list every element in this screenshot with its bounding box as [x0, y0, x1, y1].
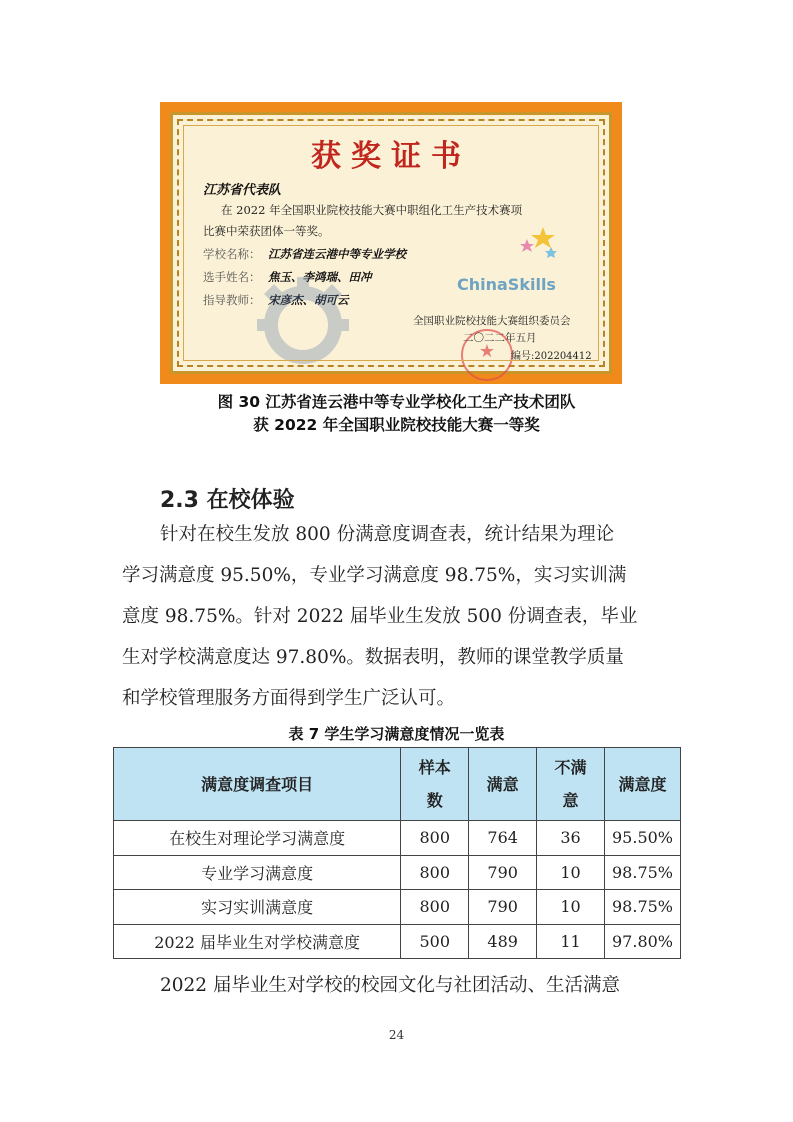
table-title: 表 7 学生学习满意度情况一览表 [288, 725, 505, 743]
table-row [114, 821, 681, 856]
cell-satisfied: 489 [469, 924, 537, 959]
cell-unsatisfied: 10 [537, 890, 605, 925]
cell-item: 2022 届毕业生对学校满意度 [114, 924, 401, 959]
paragraph-line: 学习满意度 95.50%，专业学习满意度 98.75%，实习实训满 [122, 565, 627, 586]
certificate-date: 二〇二二年五月 [463, 332, 537, 344]
trailing-paragraph-line: 2022 届毕业生对学校的校园文化与社团活动、生活满意 [160, 975, 620, 996]
certificate-line-2: 比赛中荣获团体一等奖。 [203, 224, 330, 238]
figure-caption-line-2: 获 2022 年全国职业院校技能大赛一等奖 [253, 416, 540, 434]
cell-rate: 98.75% [605, 890, 681, 925]
header-item: 满意度调查项目 [114, 748, 401, 821]
figure-caption-line-1: 图 30 江苏省连云港中等专业学校化工生产技术团队 [217, 393, 576, 411]
header-sample [401, 748, 469, 821]
certificate-issuer: 全国职业院校技能大赛组织委员会 [413, 315, 571, 327]
certificate-players-value: 焦玉、李鸿瑞、田冲 [268, 270, 372, 284]
header-rate: 满意度 [605, 748, 681, 821]
chinaskills-logo: ChinaSkills [457, 275, 556, 294]
section-heading: 2.3 在校体验 [160, 488, 295, 513]
cell-unsatisfied: 36 [537, 821, 605, 856]
cell-unsatisfied: 10 [537, 855, 605, 890]
award-certificate-image [160, 102, 622, 384]
certificate-title: 获奖证书 [311, 139, 471, 174]
cell-rate: 97.80% [605, 924, 681, 959]
paragraph-line: 生对学校满意度达 97.80%。数据表明，教师的课堂教学质量 [122, 647, 624, 668]
official-seal-icon [461, 329, 513, 381]
cell-sample: 800 [401, 821, 469, 856]
table-header-row [114, 748, 681, 821]
table-row [114, 855, 681, 890]
paragraph-line: 和学校管理服务方面得到学生广泛认可。 [122, 688, 456, 709]
paragraph-line: 针对在校生发放 800 份满意度调查表，统计结果为理论 [160, 524, 615, 545]
cell-rate: 98.75% [605, 855, 681, 890]
certificate-players-label: 选手姓名： [203, 270, 261, 284]
certificate-teachers-label: 指导教师： [203, 293, 261, 307]
page-number: 24 [388, 1028, 405, 1042]
cell-satisfied: 790 [469, 890, 537, 925]
cell-item: 实习实训满意度 [114, 890, 401, 925]
cell-rate: 95.50% [605, 821, 681, 856]
certificate-frame [170, 112, 612, 374]
cell-unsatisfied: 11 [537, 924, 605, 959]
satisfaction-table [113, 747, 681, 959]
certificate-teachers-value: 宋彦杰、胡可云 [268, 293, 349, 307]
cell-sample: 500 [401, 924, 469, 959]
header-sample-text: 样本数 [418, 758, 451, 810]
cell-item: 专业学习满意度 [114, 855, 401, 890]
paragraph-line: 意度 98.75%。针对 2022 届毕业生发放 500 份调查表，毕业 [122, 606, 638, 627]
cell-satisfied: 764 [469, 821, 537, 856]
certificate-school-label: 学校名称： [203, 247, 261, 261]
cell-sample: 800 [401, 855, 469, 890]
certificate-school-value: 江苏省连云港中等专业学校 [268, 247, 406, 261]
table-row [114, 924, 681, 959]
table-row [114, 890, 681, 925]
gear-watermark-icon [243, 265, 363, 365]
chinaskills-stars-icon [513, 225, 563, 265]
certificate-line-1: 在 2022 年全国职业院校技能大赛中职组化工生产技术赛项 [221, 203, 523, 217]
header-satisfied: 满意 [469, 748, 537, 821]
header-unsatisfied [537, 748, 605, 821]
certificate-serial: 编号:202204412 [511, 351, 592, 362]
certificate-recipient: 江苏省代表队 [203, 183, 282, 198]
header-unsatisfied-text: 不满意 [554, 758, 587, 810]
cell-item: 在校生对理论学习满意度 [114, 821, 401, 856]
cell-sample: 800 [401, 890, 469, 925]
cell-satisfied: 790 [469, 855, 537, 890]
